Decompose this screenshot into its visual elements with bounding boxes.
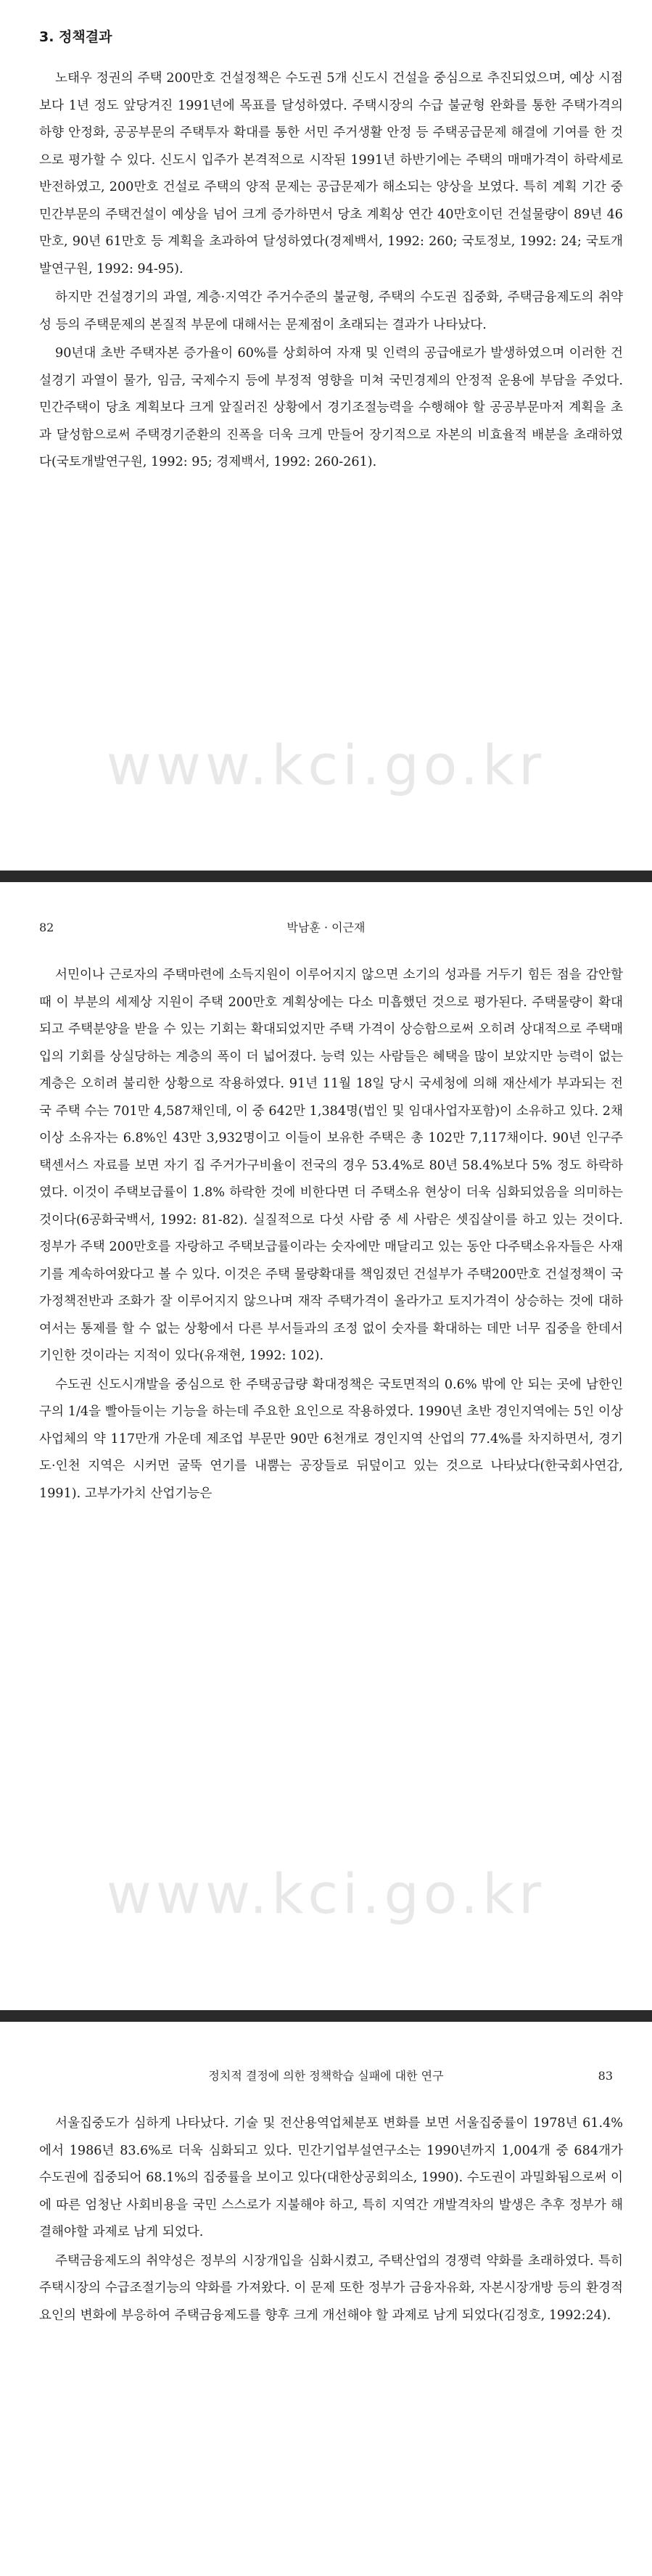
page-divider xyxy=(0,871,652,882)
paragraph: 서민이나 근로자의 주택마련에 소득지원이 이루어지지 않으면 소기의 성과를 거두기 힘든 점을 감안할 때 이 부분의 세제상 지원이 주택 200만호 계획상에는 다소 미흡했던 것으로 평가된다. 주택물량이 확대되고 주택분양을 받을 수 있는 기회는 확대되었지만 주택 가격이 상승함으로써 오히려 상대적으로 주택매입의 기회를 상실당하는 계층의 폭이 더 넓어졌다. 능력 있는 사람들은 혜택을 많이 보았지만 능력이 없는 계층은 오히려 불리한 상황으로 작용하였다. 91년 11월 18일 당시 국세청에 의해 재산세가 부과되는 전국 주택 수는 701만 4,587채인데, 이 중 642만 1,384명(법인 및 임대사업자포함)이 소유하고 있다. 2채 이상 소유자는 6.8%인 43만 3,932명이고 이들이 보유한 주택은 총 102만 7,117채이다. 90년 인구주택센서스 자료를 보면 자기 집 주거가구비율이 전국의 경우 53.4%로 80년 58.4%보다 5% 정도 하락하였다. 이것이 주택보급률이 1.8% 하락한 것에 비한다면 더 주택소유 현상이 더욱 심화되었음을 의미하는 것이다(6공화국백서, 1992: 81-82). 실질적으로 다섯 사람 중 세 사람은 셋집살이를 하고 있는 것이다. 정부가 주택 200만호를 자랑하고 주택보급률이라는 숫자에만 매달리고 있는 동안 다주택소유자들은 사재기를 계속하여왔다고 볼 수 있다. 이것은 주택 물량확대를 책임졌던 건설부가 주택200만호 건설정책이 국가정책전반과 조화가 잘 이루어지지 않으나며 재작 주택가격이 올라가고 토지가격이 상승하는 것에 대하여서는 통제를 할 수 없는 상황에서 다른 부서들과의 조정 없이 숫자를 확대하는 데만 너무 집중을 한데서 기인한 것이라는 지적이 있다(유재현, 1992: 102). xyxy=(39,968,623,1363)
paragraph: 노태우 정권의 주택 200만호 건설정책은 수도권 5개 신도시 건설을 중심으로 추진되었으며, 예상 시점보다 1년 정도 앞당겨진 1991년에 목표를 달성하였다. 주택시장의 수급 불균형 완화를 통한 주택가격의 하향 안정화, 공공부문의 주택투자 확대를 통한 서민 주거생활 안정 등 주택공급문제 해결에 기여를 한 것으로 평가할 수 있다. 신도시 입주가 본격적으로 시작된 1991년 하반기에는 주택의 매매가격이 하락세로 반전하였고, 200만호 건설로 주택의 양적 문제는 공급문제가 해소되는 양상을 보였다. 특히 계획 기간 중 민간부문의 주택건설이 예상을 넘어 크게 증가하면서 당초 계획상 연간 40만호이던 건설물량이 89년 46만호, 90년 61만호 등 계획을 초과하여 달성하였다(경제백서, 1992: 260; 국토정보, 1992: 24; 국토개발연구원, 1992: 94-95). xyxy=(39,71,623,276)
watermark: www.kci.go.kr xyxy=(106,733,546,797)
page-2-body xyxy=(39,962,623,1509)
page-2 xyxy=(0,882,652,2010)
running-head: 박남훈 · 이근재 xyxy=(286,921,366,934)
page-number: 82 xyxy=(39,921,54,934)
page-divider xyxy=(0,2010,652,2022)
paragraph: 90년대 초반 주택자본 증가율이 60%를 상회하여 자재 및 인력의 공급애로가 발생하였으며 이러한 건설경기 과열이 물가, 임금, 국제수지 등에 부정적 영향을 미쳐 국민경제의 안정적 운용에 부담을 주었다. 민간주택이 당초 계획보다 크게 앞질러진 상황에서 경기조절능력을 수행해야 할 공공부문마저 계획을 초과 달성함으로써 주택경기준환의 진폭을 더욱 크게 만들어 장기적으로 자본의 비효율적 배분을 초래하였다(국토개발연구원, 1992: 95; 경제백서, 1992: 260-261). xyxy=(39,346,623,469)
page-number: 83 xyxy=(598,2069,613,2083)
page-1 xyxy=(0,0,652,871)
paragraph: 하지만 건설경기의 과열, 계층·지역간 주거수준의 불균형, 주택의 수도권 집중화, 주택금융제도의 취약성 등의 주택문제의 본질적 부문에 대해서는 문제점이 초래되는 결과가 나타났다. xyxy=(39,290,623,332)
paragraph: 주택금융제도의 취약성은 정부의 시장개입을 심화시켰고, 주택산업의 경쟁력 약화를 초래하였다. 특히 주택시장의 수급조절기능의 약화를 가져왔다. 이 문제 또한 정부가 금융자유화, 자본시장개방 등의 환경적 요인의 변화에 부응하여 주택금융제도를 향후 크게 개선해야 할 과제로 남게 되었다(김정호, 1992:24). xyxy=(39,2253,623,2323)
watermark: www.kci.go.kr xyxy=(106,1861,546,1926)
page-3 xyxy=(0,2022,652,2576)
page-1-body xyxy=(39,26,623,478)
page-3-body xyxy=(39,2110,623,2331)
paragraph: 서울집중도가 심하게 나타났다. 기술 및 전산용역업체분포 변화를 보면 서울집중률이 1978년 61.4%에서 1986년 83.6%로 더욱 심화되고 있다. 민간기업부설연구소는 1990년까지 1,004개 중 684개가 수도권에 집중되어 68.1%의 집중률을 보이고 있다(대한상공회의소, 1990). 수도권이 과밀화됨으로써 이에 따른 엄청난 사회비용을 국민 스스로가 지불해야 하고, 특히 지역간 개발격차의 발생은 추후 정부가 해결해야할 과제로 남게 되었다. xyxy=(39,2116,623,2239)
paragraph: 수도권 신도시개발을 중심으로 한 주택공급량 확대정책은 국토면적의 0.6% 밖에 안 되는 곳에 남한인구의 1/4을 빨아들이는 기능을 하는데 주요한 요인으로 작용하였다. 1990년 초반 경인지역에는 5인 이상 사업체의 약 117만개 가운데 제조업 부문만 90만 6천개로 경인지역 산업의 77.4%를 차지하면서, 경기도·인천 지역은 시커먼 굴뚝 연기를 내뿜는 공장들로 뒤덮이고 있는 것으로 나타났다(한국회사연감, 1991). 고부가가치 산업기능은 xyxy=(39,1377,623,1501)
running-head: 정치적 결정에 의한 정책학습 실패에 대한 연구 xyxy=(208,2069,444,2083)
section-title: 3. 정책결과 xyxy=(39,29,112,45)
